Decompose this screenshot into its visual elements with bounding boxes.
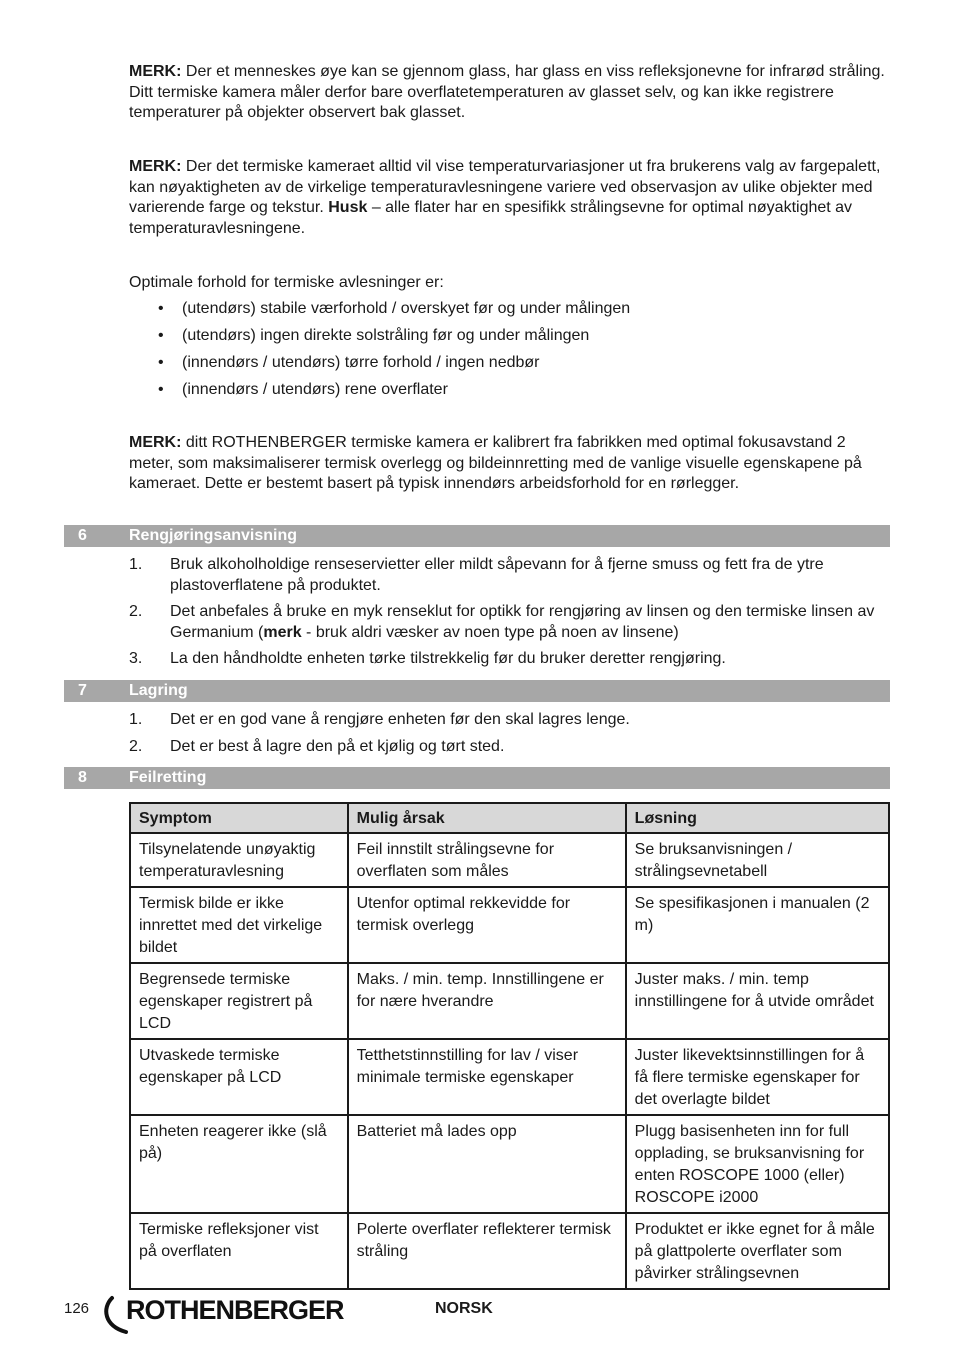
table-row (130, 1115, 889, 1213)
cleaning-list (129, 555, 889, 676)
table-cell: Termiske refleksjoner vist på overflaten (130, 1213, 348, 1289)
table-row (130, 1039, 889, 1115)
table-cell: Utvaskede termiske egenskaper på LCD (130, 1039, 348, 1115)
section-title: Feilretting (129, 769, 207, 786)
list-item: 1. Det er en god vane å rengjøre enheten før den skal lagres lenge. (129, 711, 630, 728)
note-text-continued: – alle flater har en spesifikk strålingsevne for optimal nøyaktighet av temperaturavlesningene. (129, 199, 853, 237)
table-cell: Polerte overflater reflekterer termisk stråling (348, 1213, 626, 1289)
note-label: MERK: (129, 63, 182, 80)
table-cell: Feil innstilt strålingsevne for overflaten som måles (348, 833, 626, 887)
table-cell: Maks. / min. temp. Innstillingene er for nære hverandre (348, 963, 626, 1039)
bullet: • (158, 327, 164, 344)
bullet: • (158, 300, 164, 317)
troubleshooting-table (129, 802, 890, 1290)
list-item: • (utendørs) ingen direkte solstråling før og under målingen (158, 327, 590, 344)
table-row (130, 887, 889, 963)
note-2 (129, 157, 891, 239)
note-label: MERK: (129, 158, 182, 175)
section-header-cleaning (64, 525, 890, 547)
list-item: • (utendørs) stabile værforhold / overskyet før og under målingen (158, 300, 631, 317)
table-row (130, 1213, 889, 1289)
table-cell: Utenfor optimal rekkevidde for termisk overlegg (348, 887, 626, 963)
section-number: 8 (78, 769, 87, 786)
note-text: Der det termiske kameraet alltid vil vise temperaturvariasjoner ut fra brukerens valg av fargepalett, kan nøyaktigheten av de virkelige temperaturavlesningene variere ved observasjon av ulike objekter med varierende farge og tekstur. (129, 158, 881, 216)
storage-list (129, 710, 889, 763)
table-cell: Tilsynelatende unøyaktig temperaturavlesning (130, 833, 348, 887)
table-cell: Batteriet må lades opp (348, 1115, 626, 1213)
bullet: • (158, 381, 164, 398)
section-number: 6 (78, 527, 87, 544)
table-cell: Juster likevektsinnstillingen for å få flere termiske egenskaper for det overlagte bildet (626, 1039, 889, 1115)
note-1 (129, 62, 891, 124)
column-header: Mulig årsak (348, 803, 626, 833)
table-cell: Enheten reagerer ikke (slå på) (130, 1115, 348, 1213)
table-cell: Se bruksanvisningen / strålingsevnetabell (626, 833, 889, 887)
table-row (130, 833, 889, 887)
bullet: • (158, 354, 164, 371)
list-item: • (innendørs / utendørs) tørre forhold / ingen nedbør (158, 354, 540, 371)
table-cell: Se spesifikasjonen i manualen (2 m) (626, 887, 889, 963)
conditions-intro: Optimale forhold for termiske avlesninger er: (129, 274, 444, 291)
emphasis: merk (263, 623, 302, 641)
table-row (130, 963, 889, 1039)
section-header-troubleshooting (64, 767, 890, 789)
section-title: Lagring (129, 682, 188, 699)
table-cell: Produktet er ikke egnet for å måle på glattpolerte overflater som påvirker strålingsevnen (626, 1213, 889, 1289)
table-cell: Tetthetstinnstilling for lav / viser minimale termiske egenskaper (348, 1039, 626, 1115)
list-item: 2. Det anbefales å bruke en myk renseklut for optikk for rengjøring av linsen og den termiske linsen av Germanium (merk - bruk aldri væsker av noen type på noen av linsene) (129, 603, 875, 641)
page-number: 126 (64, 1300, 90, 1317)
note-text: ditt ROTHENBERGER termiske kamera er kalibrert fra fabrikken med optimal fokusavstand 2 meter, som maksimaliserer termisk overlegg og bildeinnretting med de vanlige visuelle egenskapene på kameraet. Dette er bestemt basert på typisk innendørs arbeidsforhold for en rørlegger. (129, 434, 862, 492)
note-emphasis: Husk (328, 199, 368, 216)
table-cell: Begrensede termiske egenskaper registrert på LCD (130, 963, 348, 1039)
list-item: 2. Det er best å lagre den på et kjølig og tørt sted. (129, 737, 505, 755)
table-cell: Termisk bilde er ikke innrettet med det virkelige bildet (130, 887, 348, 963)
list-item: 1. Bruk alkoholholdige renseservietter eller mildt såpevann for å fjerne smuss og fett fra de ytre plastoverflatene på produktet. (129, 556, 824, 594)
list-item: • (innendørs / utendørs) rene overflater (158, 381, 448, 398)
note-label: MERK: (129, 434, 182, 451)
section-header-storage (64, 680, 890, 702)
conditions-list (129, 299, 889, 407)
column-header: Løsning (626, 803, 889, 833)
column-header: Symptom (130, 803, 348, 833)
table-cell: Plugg basisenheten inn for full opplading, se bruksanvisning for enten ROSCOPE 1000 (eller) ROSCOPE i2000 (626, 1115, 889, 1213)
table-header-row (130, 803, 889, 833)
section-title: Rengjøringsanvisning (129, 527, 298, 544)
list-item: 3. La den håndholdte enheten tørke tilstrekkelig før du bruker deretter rengjøring. (129, 650, 726, 667)
note-text: Der et menneskes øye kan se gjennom glass, har glass en viss refleksjonevne for infrarød stråling. Ditt termiske kamera måler derfor bare overflatetemperaturen av glasset selv, og kan ikke registrere temperaturer på objekter observert bak glasset. (129, 63, 885, 121)
language-label: NORSK (435, 1300, 493, 1317)
note-3 (129, 433, 891, 495)
brand-logo (100, 1292, 350, 1336)
table-cell: Juster maks. / min. temp innstillingene for å utvide området (626, 963, 889, 1039)
brand-name: ROTHENBERGER (126, 1295, 344, 1325)
section-number: 7 (78, 682, 87, 699)
